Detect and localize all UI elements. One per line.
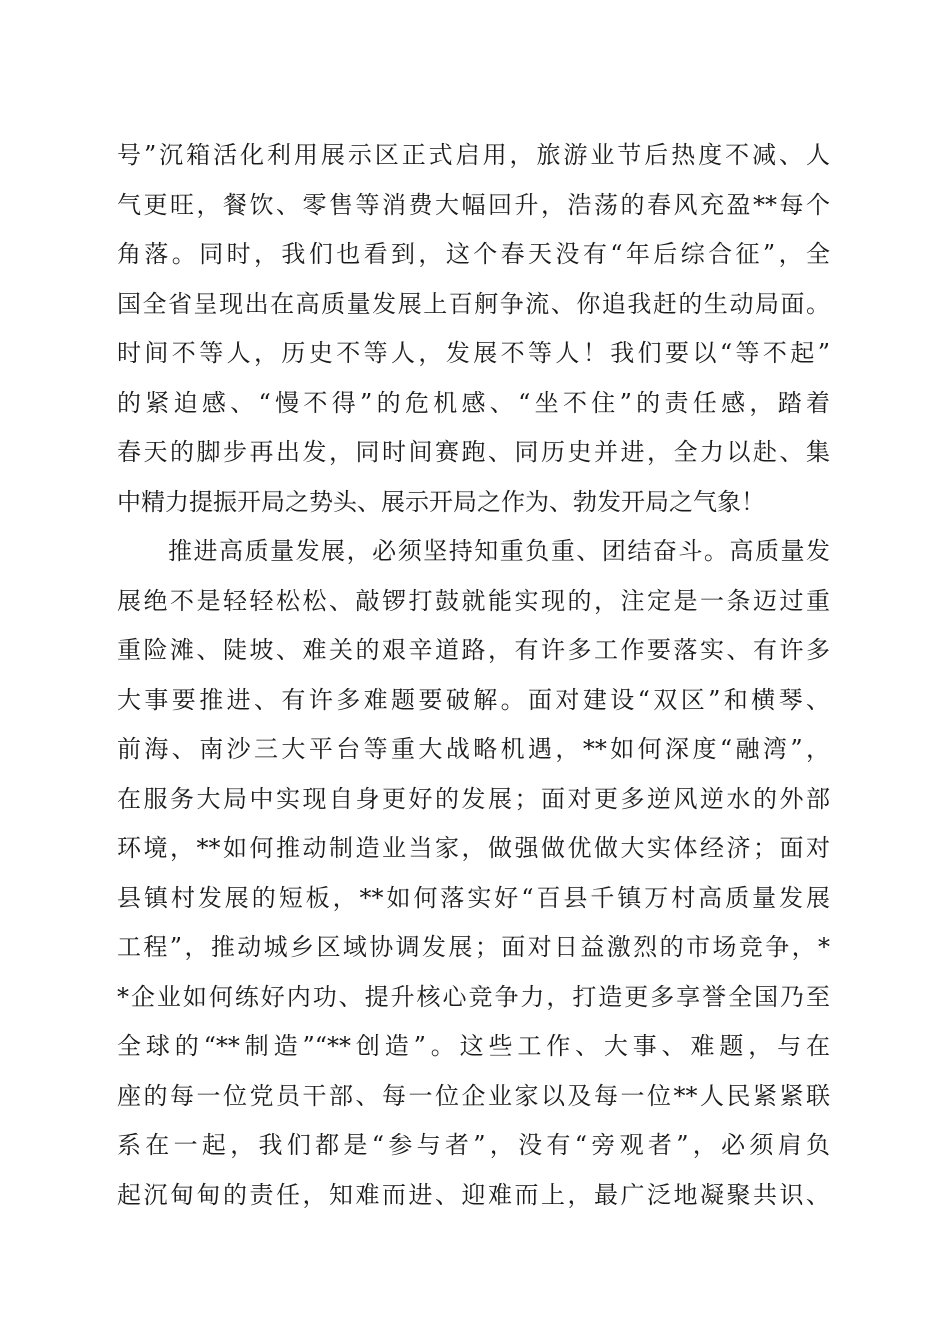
text-line: 起沉甸甸的责任，知难而进、迎难而上，最广泛地凝聚共识、 xyxy=(117,1181,830,1209)
text-line: 环境，**如何推动制造业当家，做强做优做大实体经济；面对 xyxy=(117,834,830,862)
text-line: 县镇村发展的短板，**如何落实好“百县千镇万村高质量发展 xyxy=(117,884,830,912)
text-line: 工程”，推动城乡区域协调发展；面对日益激烈的市场竞争，* xyxy=(117,933,830,961)
text-line: 重险滩、陡坡、难关的艰辛道路，有许多工作要落实、有许多 xyxy=(117,636,830,664)
text-line: 系在一起，我们都是“参与者”，没有“旁观者”，必须肩负 xyxy=(117,1131,830,1159)
text-line: 前海、南沙三大平台等重大战略机遇，**如何深度“融湾”， xyxy=(117,735,830,763)
text-line: 角落。同时，我们也看到，这个春天没有“年后综合征”，全 xyxy=(117,240,830,268)
text-line: 全球的“**制造”“**创造”。这些工作、大事、难题，与在 xyxy=(117,1032,830,1060)
text-line: 大事要推进、有许多难题要破解。面对建设“双区”和横琴、 xyxy=(117,686,830,714)
text-line: *企业如何练好内功、提升核心竞争力，打造更多享誉全国乃至 xyxy=(117,983,830,1011)
text-line: 时间不等人，历史不等人，发展不等人！我们要以“等不起” xyxy=(117,339,830,367)
text-line: 展绝不是轻轻松松、敲锣打鼓就能实现的，注定是一条迈过重 xyxy=(117,587,830,615)
text-line: 春天的脚步再出发，同时间赛跑、同历史并进，全力以赴、集 xyxy=(117,438,830,466)
text-line: 中精力提振开局之势头、展示开局之作为、勃发开局之气象！ xyxy=(117,488,765,516)
text-line: 国全省呈现出在高质量发展上百舸争流、你追我赶的生动局面。 xyxy=(117,290,830,318)
text-line: 在服务大局中实现自身更好的发展；面对更多逆风逆水的外部 xyxy=(117,785,830,813)
text-line: 号”沉箱活化利用展示区正式启用，旅游业节后热度不减、人 xyxy=(117,141,830,169)
text-line: 的紧迫感、“慢不得”的危机感、“坐不住”的责任感，踏着 xyxy=(117,389,830,417)
text-line: 推进高质量发展，必须坚持知重负重、团结奋斗。高质量发 xyxy=(117,537,830,565)
text-line: 气更旺，餐饮、零售等消费大幅回升，浩荡的春风充盈**每个 xyxy=(117,191,830,219)
text-line: 座的每一位党员干部、每一位企业家以及每一位**人民紧紧联 xyxy=(117,1082,830,1110)
